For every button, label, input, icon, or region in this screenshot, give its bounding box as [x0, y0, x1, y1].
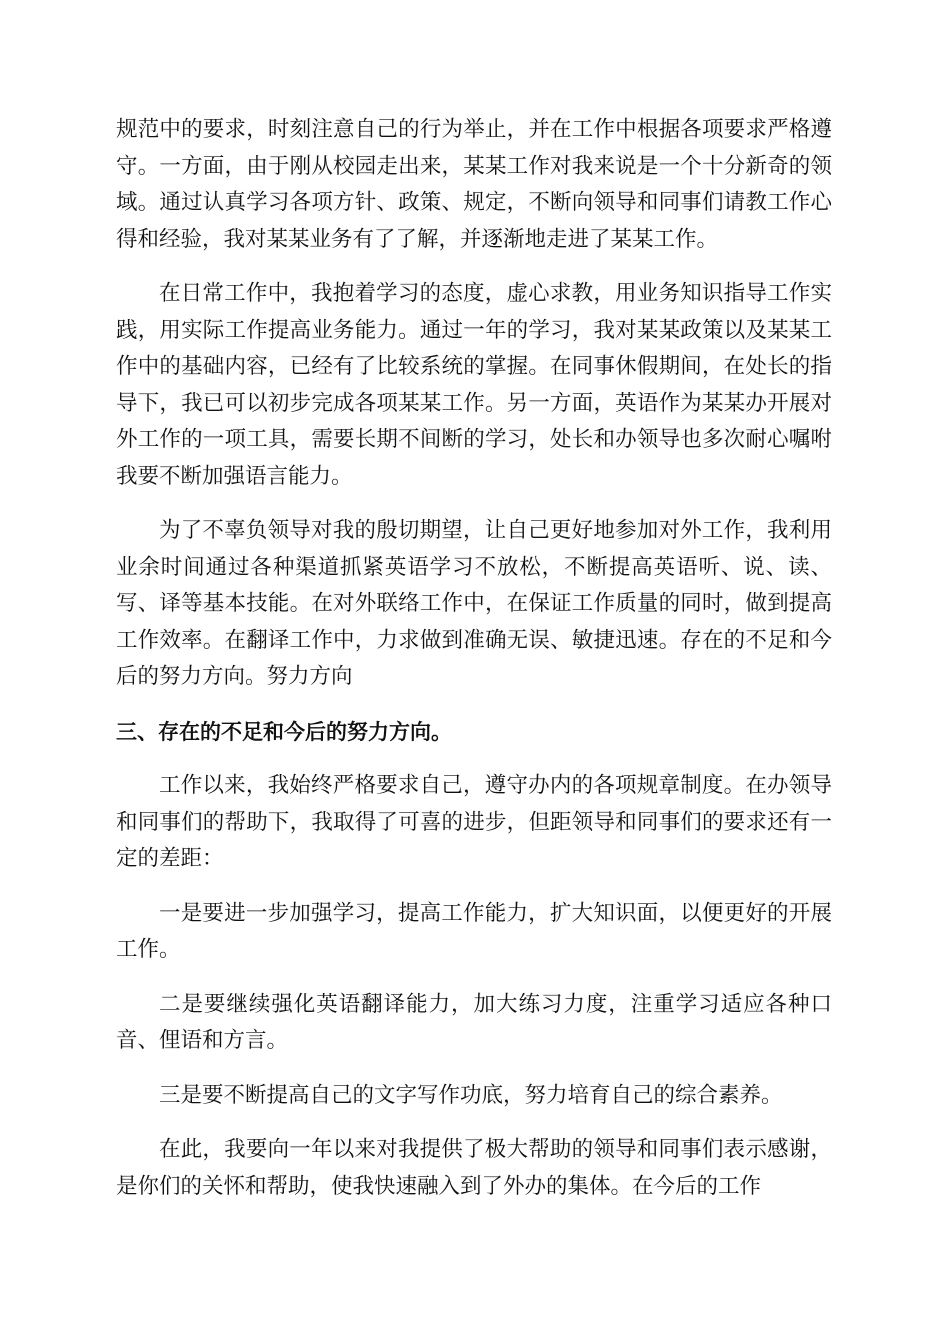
document-body: [116, 112, 832, 1223]
paragraph-3: 为了不辜负领导对我的殷切期望，让自己更好地参加对外工作，我利用业余时间通过各种渠道抓紧英语学习不放松，不断提高英语听、说、读、写、译等基本技能。在对外联络工作中，在保证工作质量的同时，做到提高工作效率。在翻译工作中，力求做到准确无误、敏捷迅速。存在的不足和今后的努力方向。努力方向: [116, 518, 832, 689]
paragraph-8: 在此，我要向一年以来对我提供了极大帮助的领导和同事们表示感谢，是你们的关怀和帮助，使我快速融入到了外办的集体。在今后的工作: [116, 1137, 832, 1199]
paragraph-5: 一是要进一步加强学习，提高工作能力，扩大知识面，以便更好的开展工作。: [116, 900, 832, 962]
paragraph-1: 规范中的要求，时刻注意自己的行为举止，并在工作中根据各项要求严格遵守。一方面，由于刚从校园走出来，某某工作对我来说是一个十分新奇的领域。通过认真学习各项方针、政策、规定，不断向领导和同事们请教工作心得和经验，我对某某业务有了了解，并逐渐地走进了某某工作。: [116, 117, 832, 252]
paragraph-7: 三是要不断提高自己的文字写作功底，努力培育自己的综合素养。: [159, 1082, 783, 1108]
section-heading: 三、存在的不足和今后的努力方向。: [116, 719, 452, 744]
paragraph-6: 二是要继续强化英语翻译能力，加大练习力度，注重学习适应各种口音、俚语和方言。: [116, 991, 832, 1053]
paragraph-2: 在日常工作中，我抱着学习的态度，虚心求教，用业务知识指导工作实践，用实际工作提高业务能力。通过一年的学习，我对某某政策以及某某工作中的基础内容，已经有了比较系统的掌握。在同事休假期间，在处长的指导下，我已可以初步完成各项某某工作。另一方面，英语作为某某办开展对外工作的一项工具，需要长期不间断的学习，处长和办领导也多次耐心嘱咐我要不断加强语言能力。: [116, 281, 832, 489]
paragraph-4: 工作以来，我始终严格要求自己，遵守办内的各项规章制度。在办领导和同事们的帮助下，我取得了可喜的进步，但距领导和同事们的要求还有一定的差距：: [116, 773, 832, 871]
